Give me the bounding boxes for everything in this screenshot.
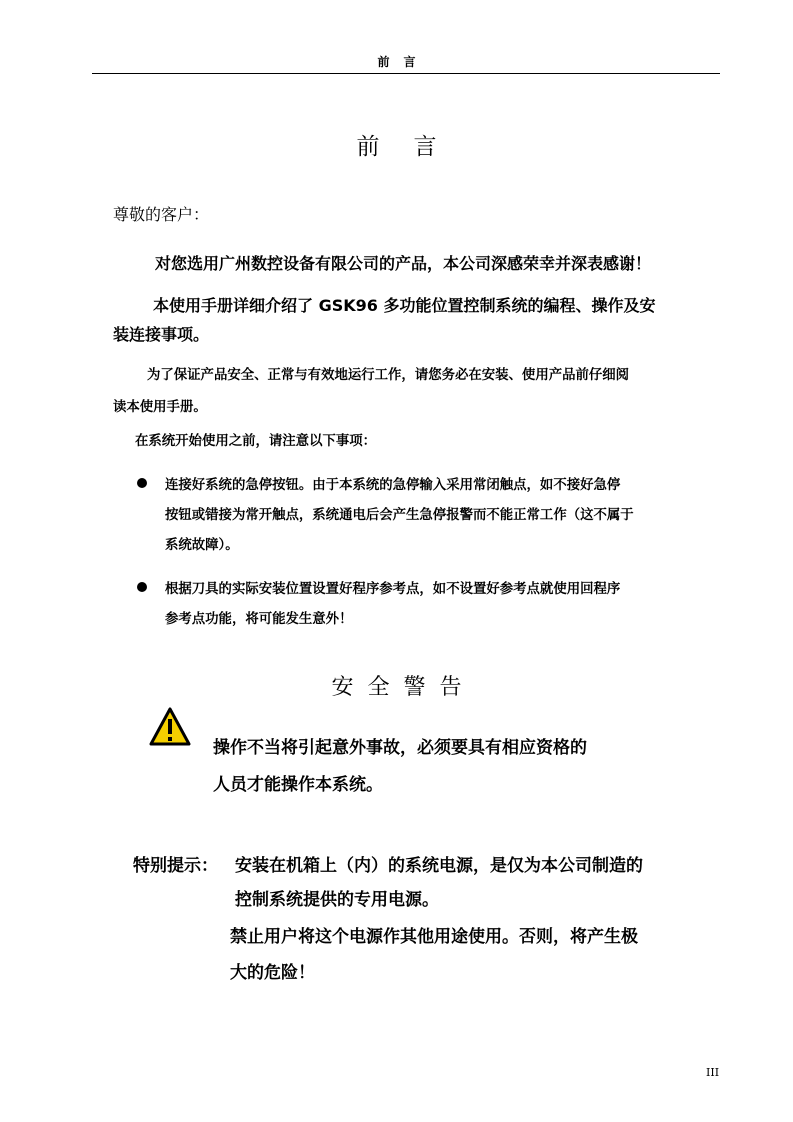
- safety-warning-line-2: 人员才能操作本系统。: [213, 775, 383, 795]
- bullet-1-line-1: 连接好系统的急停按钮。由于本系统的急停输入采用常闭触点，如不接好急停: [165, 478, 621, 493]
- intro-paragraph-3-line-1: 为了保证产品安全、正常与有效地运行工作，请您务必在安装、使用产品前仔细阅: [147, 368, 630, 383]
- special-note-line-4: 大的危险！: [230, 963, 315, 983]
- special-note-line-2: 控制系统提供的专用电源。: [235, 890, 439, 910]
- special-note-line-3: 禁止用户将这个电源作其他用途使用。否则，将产生极: [230, 927, 638, 947]
- special-note-line-1: 安装在机箱上（内）的系统电源，是仅为本公司制造的: [235, 856, 643, 876]
- bullet-1-line-2: 按钮或错接为常开触点，系统通电后会产生急停报警而不能正常工作（这不属于: [165, 508, 634, 523]
- safety-warning-line-1: 操作不当将引起意外事故，必须要具有相应资格的: [213, 738, 587, 758]
- running-header: 前言: [377, 55, 430, 69]
- header-divider: [92, 73, 720, 74]
- page-title: 前言: [356, 134, 471, 160]
- salutation: 尊敬的客户：: [113, 205, 210, 224]
- intro-paragraph-2-line-1: 本使用手册详细介绍了 GSK96 多功能位置控制系统的编程、操作及安: [153, 296, 656, 315]
- page-number: III: [706, 1066, 720, 1079]
- bullet-dot-icon: [137, 478, 147, 488]
- intro-paragraph-3-line-2: 读本使用手册。: [113, 400, 207, 415]
- bullet-1-line-3: 系统故障）。: [165, 538, 239, 553]
- bullet-2-line-1: 根据刀具的实际安装位置设置好程序参考点，如不设置好参考点就使用回程序: [165, 582, 621, 597]
- special-note-label: 特别提示：: [133, 856, 218, 876]
- safety-warning-title: 安全警告: [331, 675, 476, 700]
- intro-paragraph-4: 在系统开始使用之前，请注意以下事项：: [135, 434, 377, 449]
- intro-paragraph-2-line-2: 装连接事项。: [113, 325, 210, 344]
- warning-triangle-icon: [148, 706, 192, 748]
- intro-paragraph-1: 对您选用广州数控设备有限公司的产品，本公司深感荣幸并深表感谢！: [155, 254, 652, 273]
- bullet-dot-icon: [137, 582, 147, 592]
- bullet-2-line-2: 参考点功能，将可能发生意外！: [165, 612, 353, 627]
